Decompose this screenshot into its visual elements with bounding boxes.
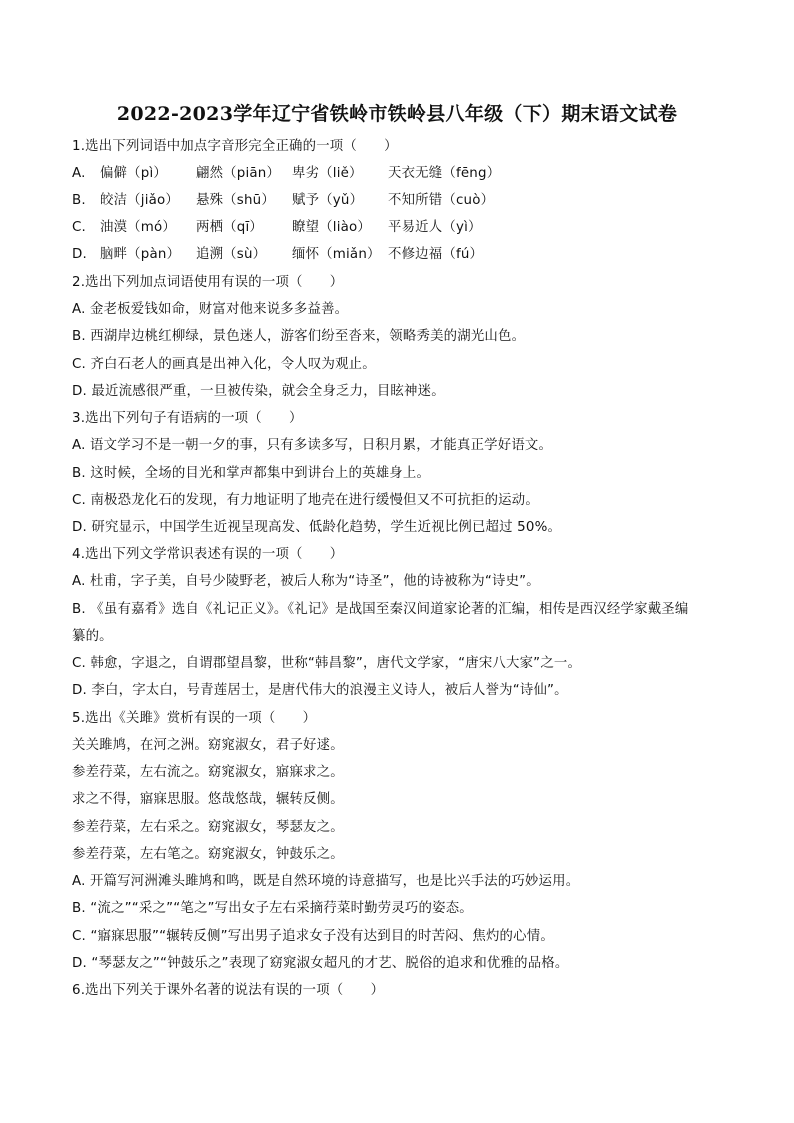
q5-option-d: D. “琴瑟友之”“钟鼓乐之”表现了窈窕淑女超凡的才艺、脱俗的追求和优雅的品格。 [72,956,569,971]
q1-option-b [72,192,494,210]
q1-option-d [72,246,483,264]
option-word: 追溯（sù） [196,247,267,262]
option-word: 偏僻（pì） [100,166,167,181]
option-word: 赋予（yǔ） [292,193,364,208]
option-word: 皎洁（jiǎo） [100,193,180,208]
option-word: 卑劣（liě） [292,166,363,181]
q4-option-b: B. 《虽有嘉肴》选自《礼记正义》。《礼记》是战国至秦汉间道家论著的汇编，相传是西汉经学家戴圣编 [72,602,689,617]
q5-option-c: C. “寤寐思服”“辗转反侧”写出男子追求女子没有达到目的时苦闷、焦灼的心情。 [72,929,554,944]
option-word: 翩然（piān） [196,166,281,181]
q2-option-a: A. 金老板爱钱如命，财富对他来说多多益善。 [72,302,349,317]
q2-option-b: B. 西湖岸边桃红柳绿，景色迷人，游客们纷至沓来，领略秀美的湖光山色。 [72,329,526,344]
poem-line: 参差荇菜，左右采之。窈窕淑女，琴瑟友之。 [72,820,344,835]
q1-option-a [72,165,500,183]
option-word: 不知所错（cuò） [388,193,495,208]
q2-stem: 2.选出下列加点词语使用有误的一项（ ） [72,275,344,290]
option-word: 缅怀（miǎn） [292,247,381,262]
option-label: C. [72,220,87,235]
q2-option-d: D. 最近流感很严重，一旦被传染，就会全身乏力，目眩神迷。 [72,384,445,399]
q2-option-c: C. 齐白石老人的画真是出神入化，令人叹为观止。 [72,357,376,372]
q3-option-b: B. 这时候，全场的目光和掌声都集中到讲台上的英雄身上。 [72,466,431,481]
poem-line: 参差荇菜，左右流之。窈窕淑女，寤寐求之。 [72,765,344,780]
q1-option-c [72,219,482,237]
q4-option-a: A. 杜甫，字子美，自号少陵野老，被后人称为“诗圣”，他的诗被称为“诗史”。 [72,574,540,589]
option-label: B. [72,193,86,208]
option-word: 脑畔（pàn） [100,247,181,262]
option-label: D. [72,247,87,262]
option-word: 天衣无缝（fēng） [388,166,501,181]
q5-option-b: B. “流之”“采之”“笔之”写出女子左右采摘荇菜时勤劳灵巧的姿态。 [72,901,473,916]
q1-stem: 1.选出下列词语中加点字音形完全正确的一项（ ） [72,139,398,154]
option-word: 瞭望（liào） [292,220,372,235]
poem-line: 关关雎鸠，在河之洲。窈窕淑女，君子好逑。 [72,738,344,753]
q5-stem: 5.选出《关雎》赏析有误的一项（ ） [72,711,317,726]
q4-option-b-continued: 纂的。 [72,629,113,644]
option-word: 悬殊（shū） [196,193,275,208]
poem-line: 参差荇菜，左右笔之。窈窕淑女，钟鼓乐之。 [72,847,344,862]
option-word: 不修边福（fú） [388,247,484,262]
q4-option-d: D. 李白，字太白，号青莲居士，是唐代伟大的浪漫主义诗人，被后人誉为“诗仙”。 [72,683,568,698]
q3-option-d: D. 研究显示，中国学生近视呈现高发、低龄化趋势，学生近视比例已超过 50%。 [72,520,562,535]
q3-option-a: A. 语文学习不是一朝一夕的事，只有多读多写，日积月累，才能真正学好语文。 [72,438,553,453]
option-word: 两栖（qī） [196,220,263,235]
q3-option-c: C. 南极恐龙化石的发现，有力地证明了地壳在进行缓慢但又不可抗拒的运动。 [72,493,539,508]
poem-line: 求之不得，寤寐思服。悠哉悠哉，辗转反侧。 [72,792,344,807]
option-word: 油漠（mó） [100,220,176,235]
q6-stem: 6.选出下列关于课外名著的说法有误的一项（ ） [72,983,385,998]
option-label: A. [72,166,86,181]
q3-stem: 3.选出下列句子有语病的一项（ ） [72,411,303,426]
page-title: 2022-2023学年辽宁省铁岭市铁岭县八年级（下）期末语文试卷 [116,103,678,125]
q4-option-c: C. 韩愈，字退之，自谓郡望昌黎，世称“韩昌黎”，唐代文学家，“唐宋八大家”之一。 [72,656,582,671]
q4-stem: 4.选出下列文学常识表述有误的一项（ ） [72,547,344,562]
option-word: 平易近人（yì） [388,220,482,235]
q5-option-a: A. 开篇写河洲滩头雎鸠和鸣，既是自然环境的诗意描写，也是比兴手法的巧妙运用。 [72,874,580,889]
